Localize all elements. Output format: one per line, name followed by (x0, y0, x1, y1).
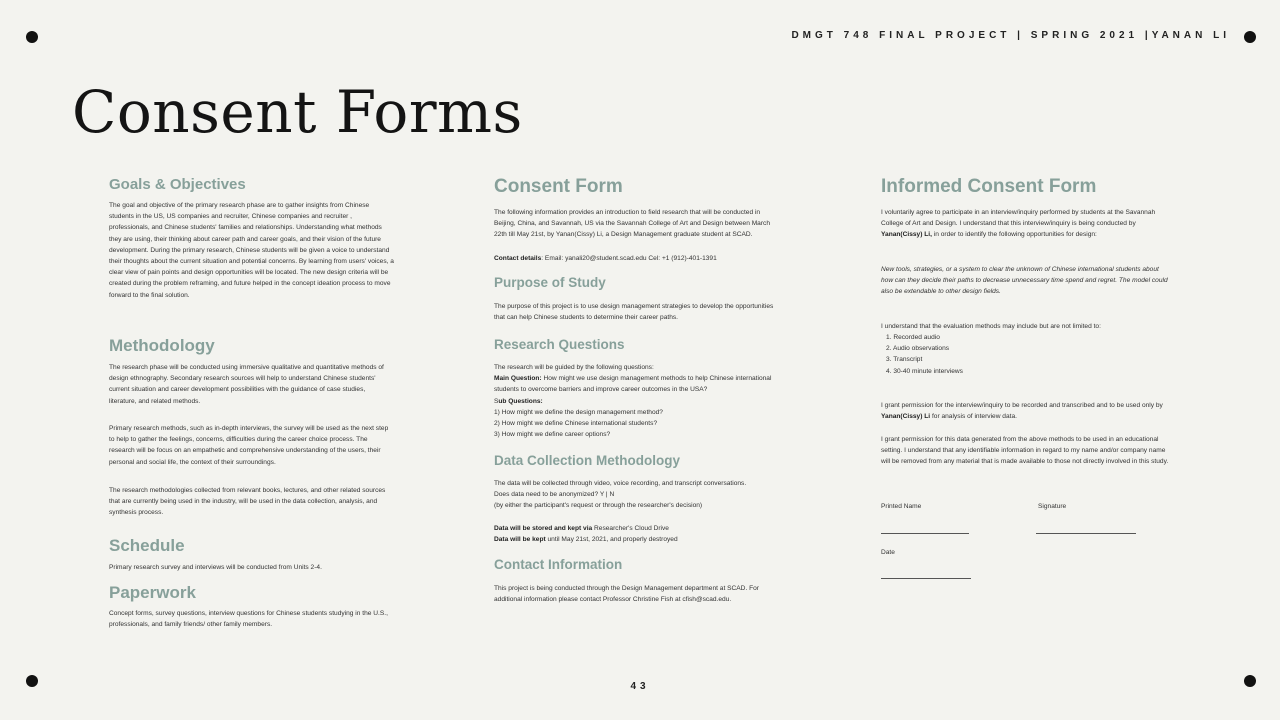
purpose-text: The purpose of this project is to use design management strategies to develop the opportunities that can help Chinese students to determine their career paths. (494, 303, 774, 322)
goals-heading: Goals & Objectives (109, 176, 246, 193)
methodology-heading: Methodology (109, 336, 215, 355)
rq-sub-s: S (494, 397, 499, 405)
signature-label: Signature (1038, 503, 1067, 510)
rq-sub-3: 3) How might we define career options? (494, 431, 611, 439)
date-label: Date (881, 549, 895, 556)
rq-sub-label: ub Questions: (498, 397, 543, 405)
header-strip: DMGT 748 FINAL PROJECT | SPRING 2021 |YANAN LI (791, 30, 1230, 41)
design-opportunity-text: New tools, strategies, or a system to clear the unknown of Chinese international students about how can they decide their paths to decrease unnecessary time spend and regret. The model could also be extendable to other design fields. (881, 266, 1168, 296)
consent-text: The following information provides an introduction to field research that will be conducted in Beijing, China, and Savannah, US via the Savannah College of Art and Design between March 22th till May 21st, by Yanan(Cissy) Li, a Design Management graduate student at SCAD. (494, 209, 771, 239)
consent-heading: Consent Form (494, 176, 623, 197)
evaluation-item: 1. Recorded audio (886, 334, 940, 341)
contact-value: : Email: yanali20@student.scad.edu Cel: +1 (912)-401-1391 (541, 255, 717, 262)
grant-permission-1 (881, 400, 1171, 422)
contact-details (494, 253, 779, 264)
rq-main (494, 373, 779, 395)
date-line[interactable] (881, 578, 971, 579)
goals-text: The goal and objective of the primary research phase are to gather insights from Chinese students in the US, US companies and recruiter, Chinese companies and recruiter , professionals, and Chinese students' families and relationships. Understanding what methods they are using, their thinking about career path and career goals, and their vision of the future development. During the primary research, Chinese students will be given a voice to understand their thoughts about the current situation and potential concerns. By learning from users' voices, a clear view of pain points and design opportunities will be located. The new design criteria will be created during the problem reframing, and future helped in the concept ideation process to move forward to the final solution. (109, 202, 394, 299)
paperwork-text: Concept forms, survey questions, interview questions for Chinese students studying in the U.S., professionals, and family friends/ other family members. (109, 610, 388, 629)
informed-consent-heading: Informed Consent Form (881, 176, 1097, 197)
page-number: 43 (630, 681, 650, 692)
rq-main-label: Main Question: (494, 375, 542, 383)
dc-kept-value: until May 21st, 2021, and properly destroyed (545, 535, 678, 543)
dc-kept (494, 534, 779, 545)
methodology-text-3: The research methodologies collected from relevant books, lectures, and other related sources that are currently being used in the industry, will be used in the data collection, analysis, and synthesis process. (109, 487, 386, 517)
evaluation-item: 3. Transcript (886, 356, 923, 364)
printed-name-label: Printed Name (881, 503, 922, 510)
grant-permission-2: I grant permission for this data generated from the above methods to be used in an educational setting. I understand that any identifiable information in regard to my name and/or company name will be removed from any material that is made available to those not directly involved in this study. (881, 436, 1169, 466)
purpose-heading: Purpose of Study (494, 275, 606, 290)
corner-dot-top-right (1244, 31, 1256, 43)
grant1-b: for analysis of interview data. (930, 413, 1017, 421)
evaluation-item: 2. Audio observations (886, 345, 950, 353)
contact-label: Contact details (494, 255, 542, 262)
schedule-heading: Schedule (109, 536, 185, 555)
rq-sub-heading (494, 396, 779, 407)
informed-intro (881, 207, 1171, 241)
dc-line-3: (by either the participant's request or through the researcher's decision) (494, 502, 703, 510)
evaluation-intro: I understand that the evaluation methods may include but are not limited to: (881, 323, 1101, 330)
corner-dot-top-left (26, 31, 38, 43)
rq-intro: The research will be guided by the following questions: (494, 364, 654, 371)
intro-a: I voluntarily agree to participate in an interview/inquiry performed by students at the Savannah College of Art and Design. I understand that this interview/inquiry is being conducted by (881, 209, 1156, 228)
dc-store-label: Data will be stored and kept via (494, 524, 593, 532)
paperwork-heading: Paperwork (109, 583, 196, 602)
rq-main-text: How might we use design management methods to help Chinese international students to overcome barriers and improve career outcomes in the USA? (494, 375, 772, 394)
rq-sub-1: 1) How might we define the design management method? (494, 408, 663, 416)
intro-b: in order to identify the following opportunities for design: (931, 231, 1097, 239)
data-collection (494, 478, 779, 545)
rq-sub-2: 2) How might we define Chinese international students? (494, 420, 658, 428)
contact-info-text: This project is being conducted through the Design Management department at SCAD. For additional information please contact Professor Christine Fish at cfish@scad.edu. (494, 585, 759, 604)
signature-line[interactable] (1036, 533, 1136, 534)
contact-info-heading: Contact Information (494, 557, 623, 572)
dc-kept-label: Data will be kept (494, 535, 546, 543)
grant1-name: Yanan(Cissy) Li (881, 413, 931, 421)
evaluation-item: 4. 30-40 minute interviews (886, 367, 963, 375)
page-title: Consent Forms (72, 78, 523, 146)
dc-store-value: Researcher's Cloud Drive (592, 524, 669, 532)
schedule-text: Primary research survey and interviews will be conducted from Units 2-4. (109, 564, 322, 571)
printed-name-line[interactable] (881, 533, 969, 534)
dc-store (494, 523, 779, 534)
grant1-a: I grant permission for the interview/inquiry to be recorded and transcribed and to be used only by (881, 402, 1163, 409)
methodology-text-1: The research phase will be conducted using immersive qualitative and quantitative methods of design ethnography. Secondary research sources will help to understand Chinese students' current situation and career development possibilities with the guidance of case studies, literature, and related methods. (109, 364, 384, 405)
methodology-text-2: Primary research methods, such as in-depth interviews, the survey will be used as the next step to help to gather the feelings, concerns, difficulties during the career choice process. The research will be focus on an empathetic and comprehensive understanding of the users, their personal and social life, the context of their surroundings. (109, 425, 389, 466)
intro-name: Yanan(Cissy) Li, (881, 231, 932, 239)
research-questions (494, 362, 779, 440)
data-collection-heading: Data Collection Methodology (494, 453, 681, 468)
dc-line-2: Does data need to be anonymized? Y | N (494, 491, 615, 499)
dc-line-1: The data will be collected through video, voice recording, and transcript conversations. (494, 480, 747, 487)
evaluation-list (881, 332, 1171, 377)
research-questions-heading: Research Questions (494, 337, 625, 352)
